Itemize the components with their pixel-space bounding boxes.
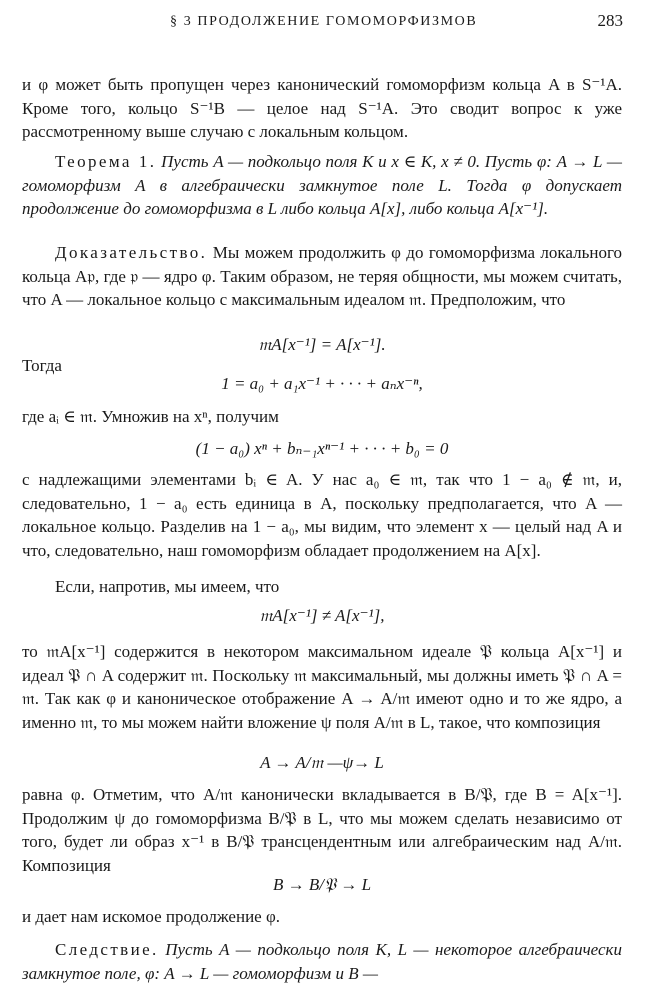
corollary-label: Следствие.	[55, 940, 159, 959]
running-header	[0, 10, 645, 34]
equation-2: 1 = a₀ + a₁x⁻¹ + · · · + aₙx⁻ⁿ,	[221, 374, 423, 393]
corollary-text: Пусть A — подкольцо поля K, L — некоторое алгебраически замкнутое поле, φ: A → L — гомоморфизм и B —	[22, 940, 622, 983]
final-text: и дает нам искомое продолжение φ.	[22, 907, 281, 926]
corollary-block	[22, 938, 622, 985]
proof-paragraph	[22, 241, 622, 312]
page-number: 283	[597, 11, 623, 30]
theorem-block	[22, 150, 622, 221]
equation-1: 𝔪A[x⁻¹] = A[x⁻¹].	[258, 335, 386, 354]
section-title: § 3 ПРОДОЛЖЕНИЕ ГОМОМОРФИЗМОВ	[170, 14, 478, 29]
proof-label: Доказательство.	[55, 243, 208, 262]
paragraph-after-eq5: равна φ. Отметим, что A/𝔪 канонически вкладывается в B/𝔓, где B = A[x⁻¹]. Продолжим ψ до гомоморфизма B/𝔓 в L, что мы можем сделать независимо от того, будет ли образ x⁻¹ в B/𝔓 трансцендентным или алгебраическим над A/𝔪. Композиция	[22, 785, 622, 875]
if-text: Если, напротив, мы имеем, что	[55, 577, 280, 596]
equation-4: 𝔪A[x⁻¹] ≠ A[x⁻¹],	[259, 606, 385, 625]
equation-5: A → A/𝔪 —ψ→ L	[260, 753, 384, 772]
where-text: где aᵢ ∈ 𝔪. Умножив на xⁿ, получим	[22, 407, 279, 426]
equation-3: (1 − a₀) xⁿ + bₙ₋₁xⁿ⁻¹ + · · · + b₀ = 0	[195, 439, 449, 458]
equation-6: B → B/𝔓 → L	[272, 875, 372, 894]
paragraph-after-eq4: то 𝔪A[x⁻¹] содержится в некотором максимальном идеале 𝔓 кольца A[x⁻¹] и идеал 𝔓 ∩ A содержит 𝔪. Поскольку 𝔪 максимальный, мы должны иметь 𝔓 ∩ A = 𝔪. Так как φ и каноническое отображение A → A/𝔪 имеют одно и то же ядро, а именно 𝔪, то мы можем найти вложение ψ поля A/𝔪 в L, такое, что композиция	[22, 642, 622, 732]
then-label: Тогда	[22, 356, 62, 375]
paragraph-after-eq3: с надлежащими элементами bᵢ ∈ A. У нас a₀ ∈ 𝔪, так что 1 − a₀ ∉ 𝔪, и, следовательно, 1 − a₀ есть единица в A, поскольку предполагается, что A — локальное кольцо. Разделив на 1 − a₀, мы видим, что элемент x — целый над A и что, следовательно, наш гомоморфизм обладает продолжением на A[x].	[22, 470, 622, 560]
proof-text: Мы можем продолжить φ до гомоморфизма локального кольца A𝔭, где 𝔭 — ядро φ. Таким образом, не теряя общности, мы можем считать, что A — локальное кольцо с максимальным идеалом 𝔪. Предположим, что	[22, 243, 622, 309]
intro-paragraph: и φ может быть пропущен через канонический гомоморфизм кольца A в S⁻¹A. Кроме того, кольцо S⁻¹B — целое над S⁻¹A. Это сводит вопрос к уже рассмотренному выше случаю с локальным кольцом.	[22, 75, 622, 141]
theorem-label: Теорема 1.	[55, 152, 157, 171]
theorem-text: Пусть A — подкольцо поля K и x ∈ K, x ≠ 0. Пусть φ: A → L — гомоморфизм A в алгебраически замкнутое поле L. Тогда φ допускает продолжение до гомоморфизма в L либо кольца A[x], либо кольца A[x⁻¹].	[22, 152, 622, 218]
